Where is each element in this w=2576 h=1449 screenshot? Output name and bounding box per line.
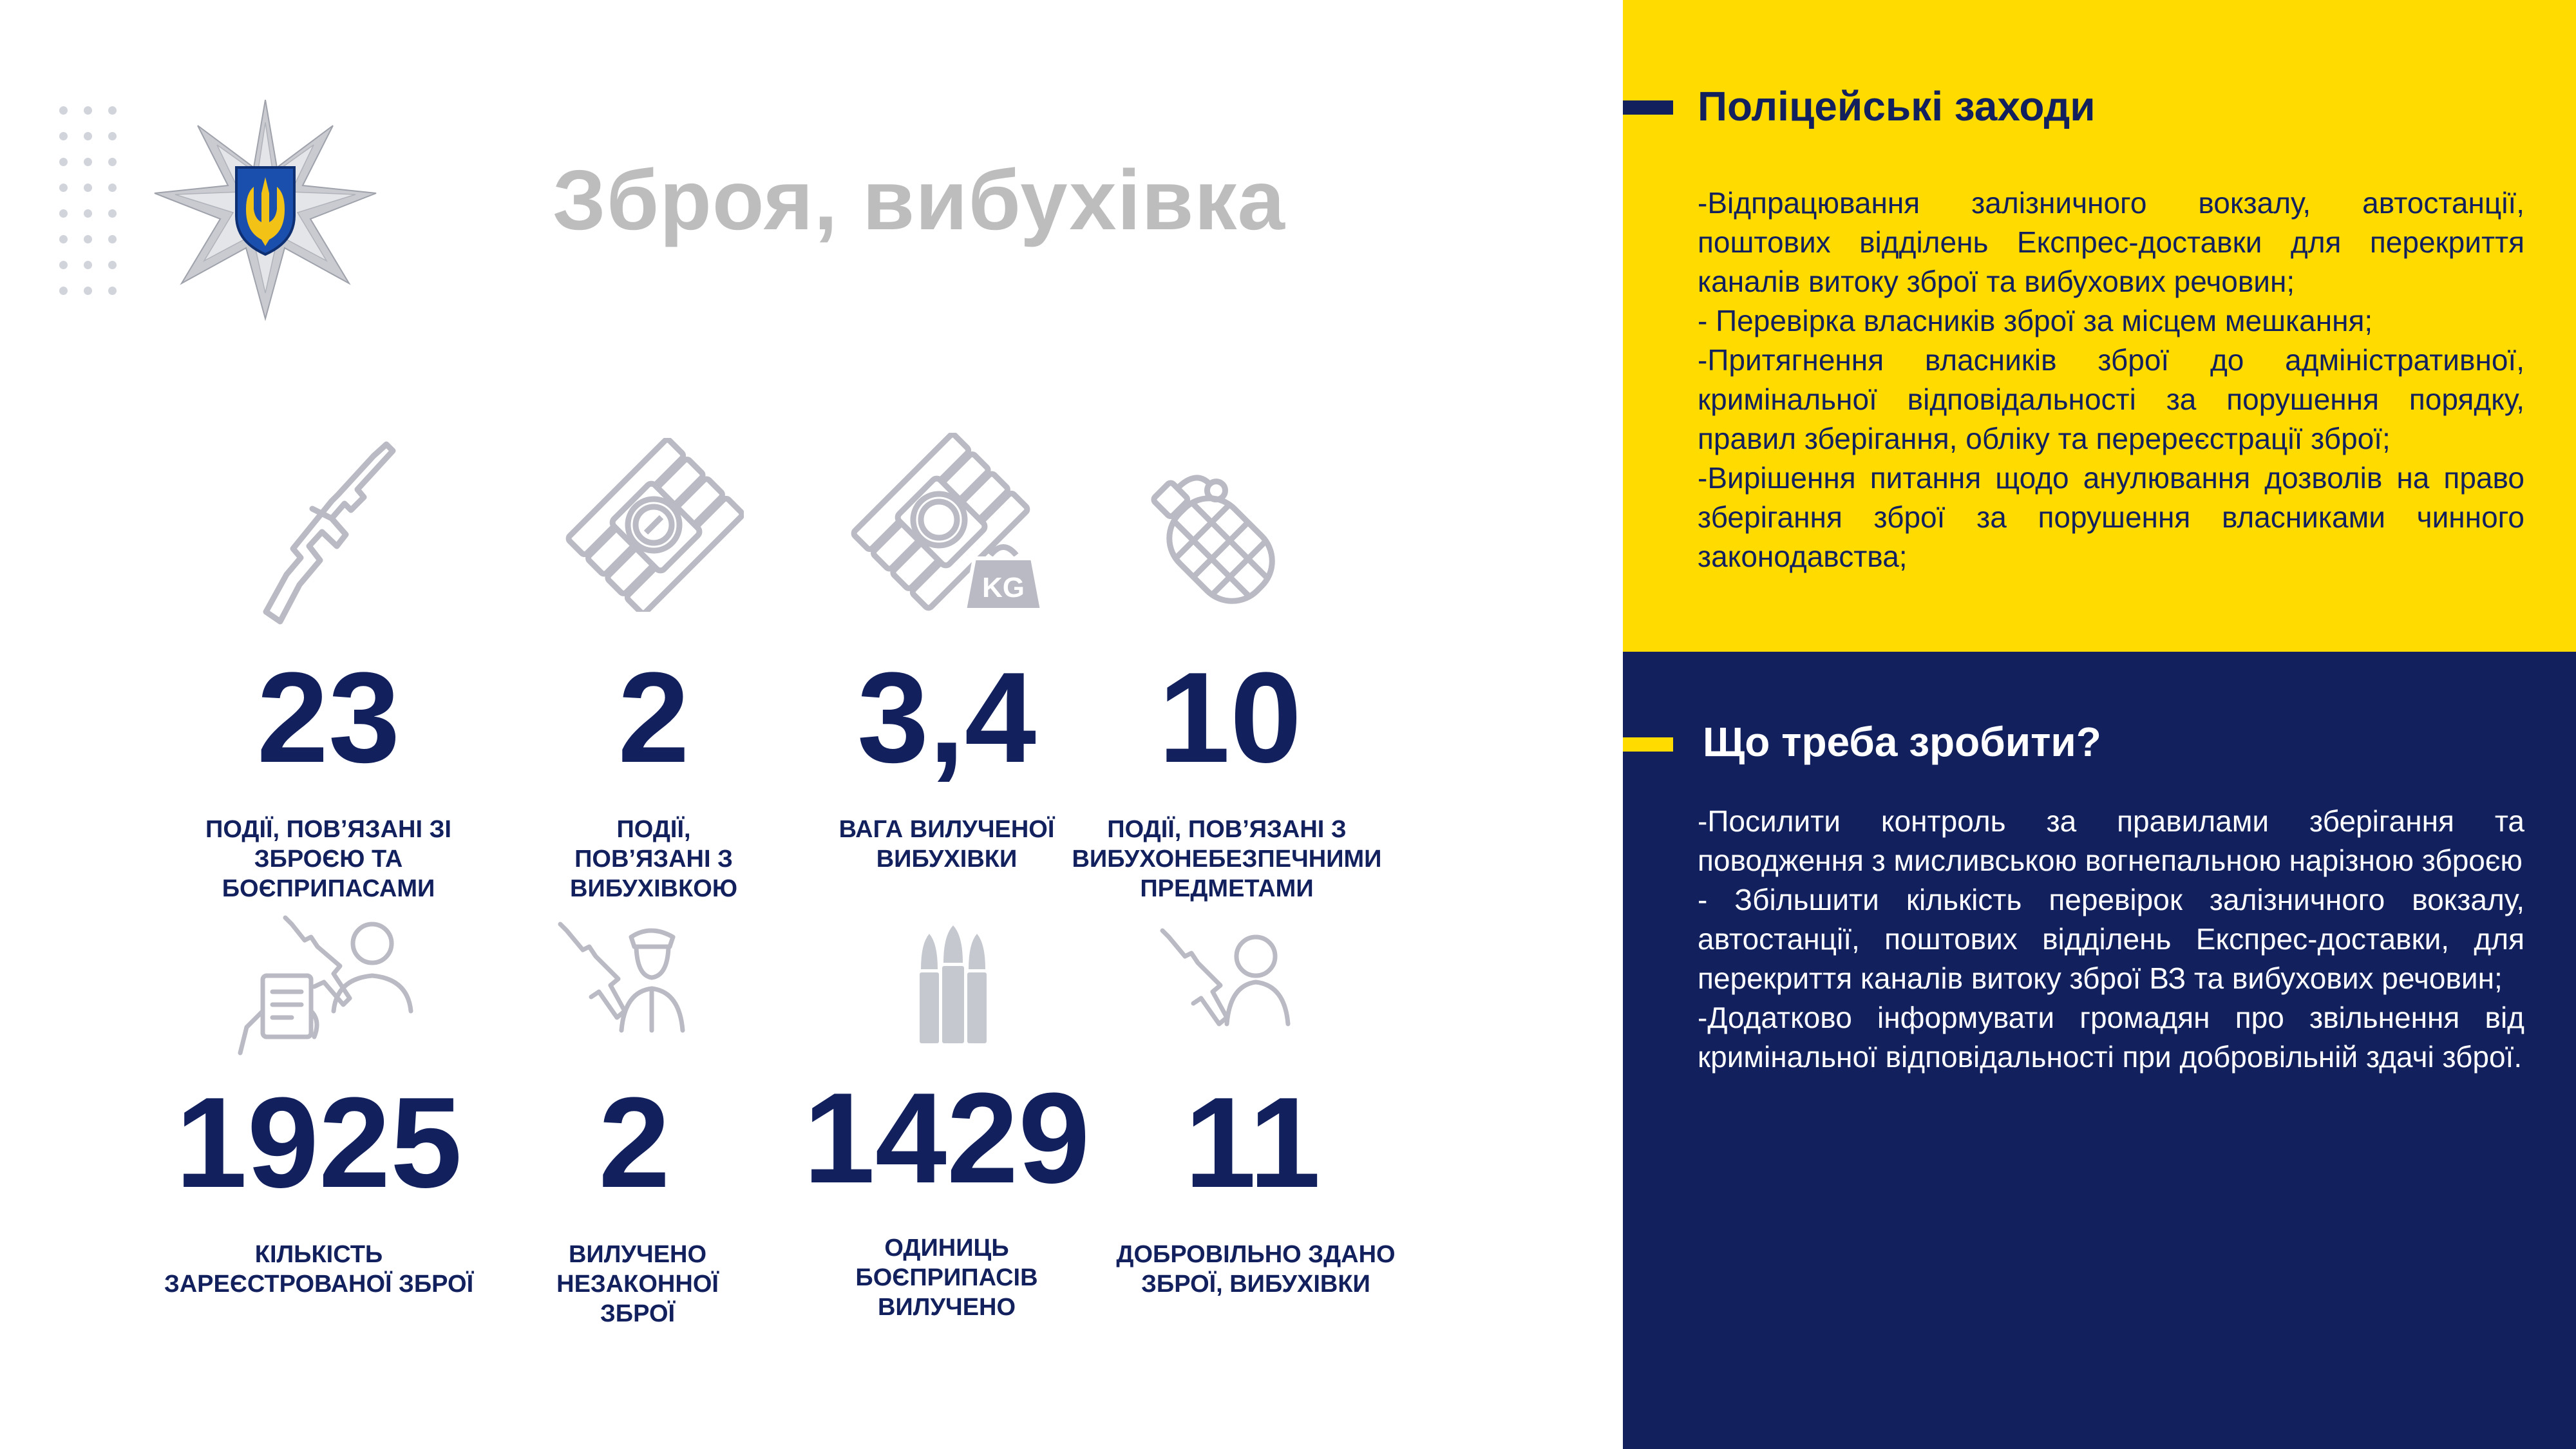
person-with-rifle-icon bbox=[1156, 927, 1298, 1043]
stat-ammunition-label: ОДИНИЦЬ БОЄПРИПАСІВ ВИЛУЧЕНО bbox=[855, 1235, 1038, 1321]
explosive-bundle-icon bbox=[564, 438, 744, 612]
officer-with-rifle-icon bbox=[554, 921, 708, 1050]
stat-events-explosive-objects-value: 10 bbox=[1158, 646, 1302, 790]
stat-registered-weapons-value: 1925 bbox=[175, 1071, 462, 1215]
todo-heading-bar bbox=[1623, 737, 1673, 752]
police-item: -Вирішення питання щодо анулювання дозволів на право зберігання зброї за порушення власниками чинного законодавства; bbox=[1698, 461, 2524, 573]
stat-ammunition-value: 1429 bbox=[803, 1066, 1090, 1210]
stat-events-explosives-label: ПОДІЇ, ПОВ’ЯЗАНІ З ВИБУХІВКОЮ bbox=[569, 816, 738, 902]
police-item: -Притягнення власників зброї до адміністративної, кримінальної відповідальності за порушення порядку, правил зберігання, обліку та перереєстрації зброї; bbox=[1698, 343, 2524, 455]
weight-badge-text: KG bbox=[982, 572, 1025, 603]
police-heading: Поліцейські заходи bbox=[1698, 83, 2096, 129]
police-heading-bar bbox=[1623, 100, 1673, 115]
police-item: -Відпрацювання залізничного вокзалу, автостанції, поштових відділень Експрес-доставки для перекриття каналів витоку зброї та вибухових речовин; bbox=[1698, 186, 2524, 298]
stat-explosive-weight-value: 3,4 bbox=[857, 646, 1037, 790]
registered-weapon-document-icon bbox=[237, 914, 417, 1056]
todo-heading: Що треба зробити? bbox=[1703, 719, 2101, 765]
stat-illegal-weapons-value: 2 bbox=[598, 1071, 670, 1215]
todo-item: -Додатково інформувати громадян про звільнення від кримінальної відповідальності при добровільній здачі зброї. bbox=[1698, 1001, 2524, 1074]
stat-registered-weapons-label: КІЛЬКІСТЬ ЗАРЕЄСТРОВАНОЇ ЗБРОЇ bbox=[164, 1241, 474, 1298]
page-title: Зброя, вибухівка bbox=[553, 153, 1285, 247]
police-measures-list bbox=[1698, 184, 2524, 576]
stat-explosive-weight-label: ВАГА ВИЛУЧЕНОЇ ВИБУХІВКИ bbox=[838, 816, 1055, 873]
stat-events-weapons-label: ПОДІЇ, ПОВ’ЯЗАНІ ЗІ ЗБРОЄЮ ТА БОЄПРИПАСАМИ bbox=[205, 816, 451, 902]
assault-rifle-icon bbox=[261, 438, 396, 625]
stat-voluntary-surrender-label: ДОБРОВІЛЬНО ЗДАНО ЗБРОЇ, ВИБУХІВКИ bbox=[1116, 1241, 1396, 1298]
todo-item: - Збільшити кількість перевірок залізничного вокзалу, автостанції, поштових відділень Експрес-доставки, для перекриття каналів витоку зброї ВЗ та вибухових речовин; bbox=[1698, 883, 2524, 995]
police-item: - Перевірка власників зброї за місцем мешкання; bbox=[1698, 304, 2373, 337]
stat-events-weapons-value: 23 bbox=[256, 646, 401, 790]
cartridges-icon bbox=[911, 924, 995, 1046]
todo-item: -Посилити контроль за правилами зберігання та поводження з мисливською вогнепальною нарізною зброєю bbox=[1698, 804, 2524, 877]
explosive-weight-icon bbox=[849, 433, 1048, 613]
grenade-icon bbox=[1148, 457, 1289, 618]
stat-illegal-weapons-label: ВИЛУЧЕНО НЕЗАКОННОЇ ЗБРОЇ bbox=[556, 1241, 719, 1327]
police-star-emblem bbox=[149, 97, 381, 322]
stat-events-explosives-value: 2 bbox=[618, 646, 690, 790]
stat-voluntary-surrender-value: 11 bbox=[1184, 1071, 1321, 1215]
stat-events-explosive-objects-label: ПОДІЇ, ПОВ’ЯЗАНІ З ВИБУХОНЕБЕЗПЕЧНИМИ ПРЕДМЕТАМИ bbox=[1072, 816, 1382, 902]
action-items-list bbox=[1698, 802, 2524, 1077]
